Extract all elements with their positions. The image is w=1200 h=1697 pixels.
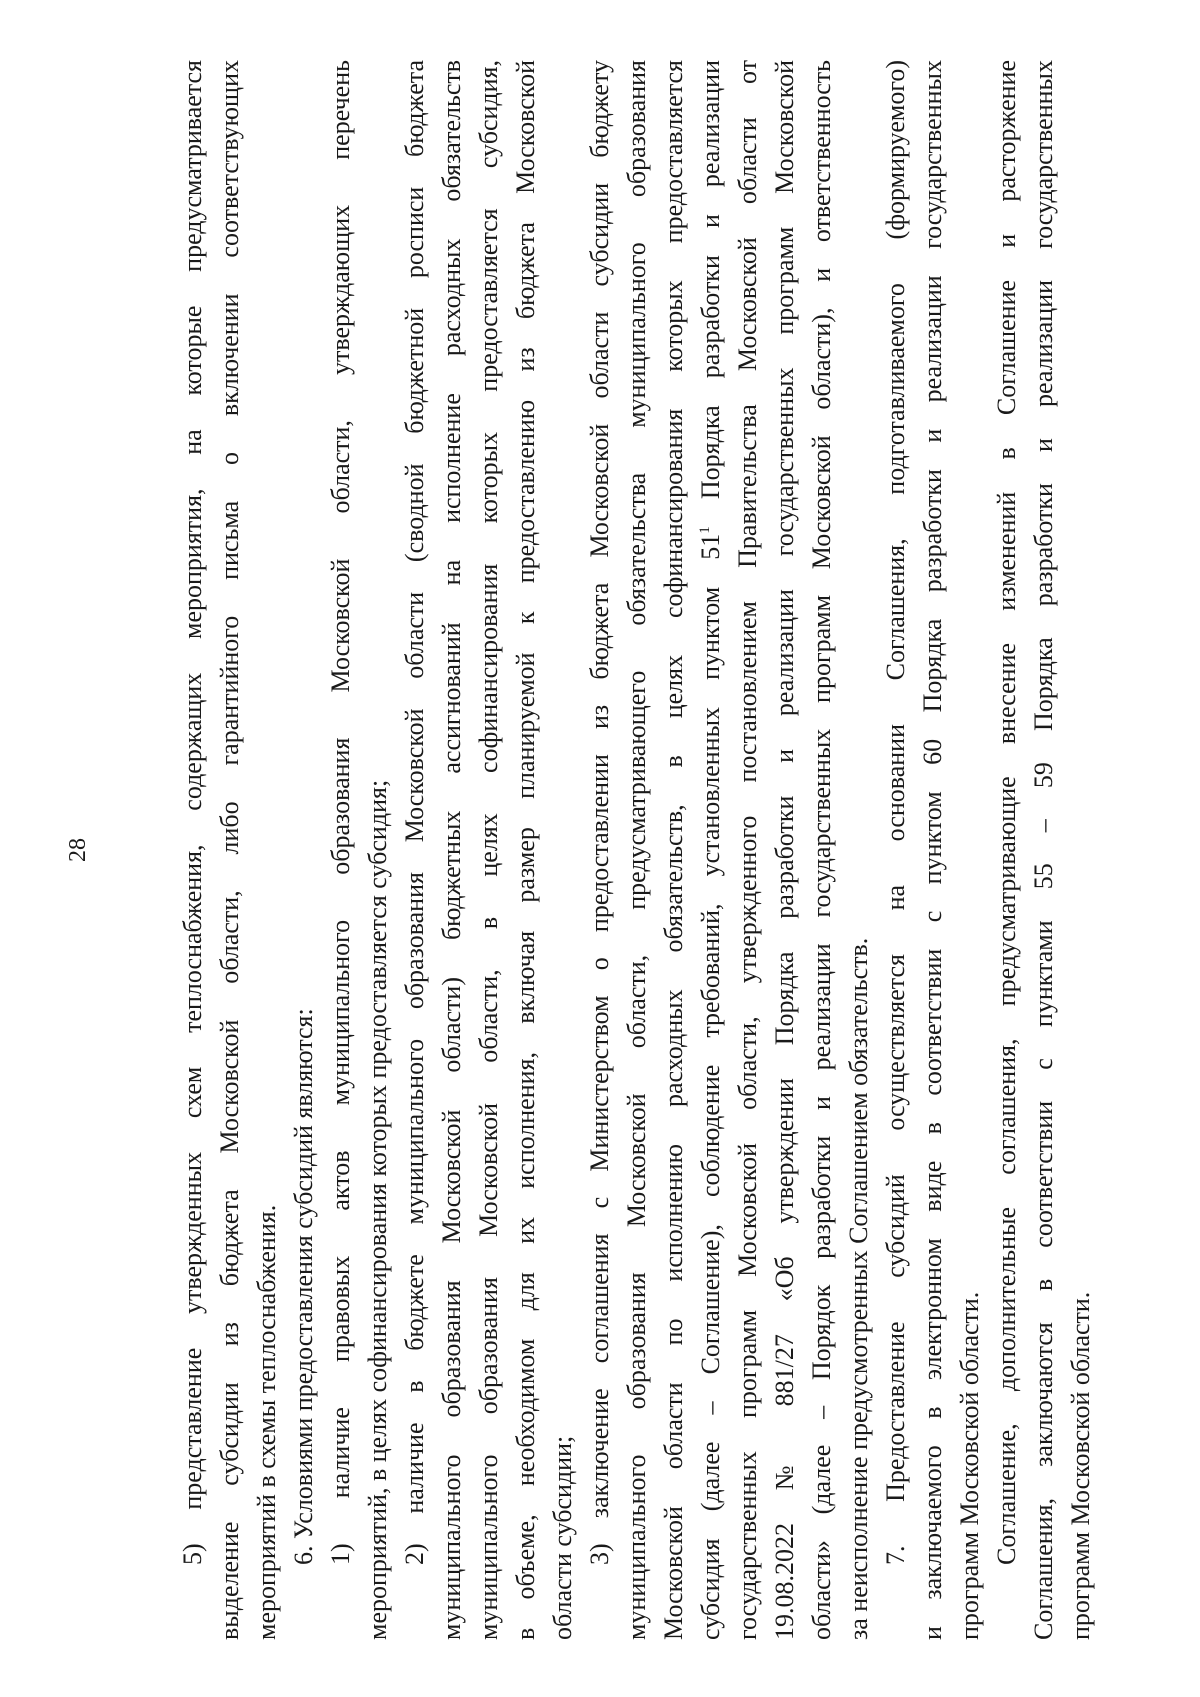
text-line: муниципального образования Московской области) бюджетных ассигнований на исполнение расходных обязательств bbox=[437, 60, 466, 1640]
text-fragment: Порядка разработки и реализации bbox=[696, 60, 725, 500]
text-line: 7. Предоставление субсидий осуществляется на основании Соглашения, подготавливаемого (формируемого) bbox=[881, 60, 910, 1565]
text-line: программ Московской области. bbox=[1066, 1291, 1095, 1640]
text-line: Соглашения, заключаются в соответствии с пунктами 55 – 59 Порядка разработки и реализации государственных bbox=[1029, 60, 1058, 1640]
text-line: 2) наличие в бюджете муниципального образования Московской области (сводной бюджетной росписи бюджета bbox=[400, 60, 429, 1565]
text-line: в объеме, необходимом для их исполнения, включая размер планируемой к предоставлению из бюджета Московской bbox=[511, 60, 540, 1640]
text-line: 19.08.2022 № 881/27 «Об утверждении Порядка разработки и реализации государственных программ Московской bbox=[770, 60, 799, 1640]
text-line: выделение субсидии из бюджета Московской области, либо гарантийного письма о включении соответствующих bbox=[215, 60, 244, 1640]
text-line: Соглашение, дополнительные соглашения, предусматривающие внесение изменений в Соглашение и расторжение bbox=[992, 60, 1021, 1565]
text-line: за неисполнение предусмотренных Соглашением обязательств. bbox=[844, 937, 873, 1640]
text-line: 6. Условиями предоставления субсидий являются: bbox=[289, 1008, 318, 1565]
text-line: области» (далее – Порядок разработки и реализации государственных программ Московской области), и ответственность bbox=[807, 60, 836, 1640]
text-line: 5) представление утвержденных схем теплоснабжения, содержащих мероприятия, на которые предусматривается bbox=[178, 60, 207, 1565]
text-line: программ Московской области. bbox=[955, 1291, 984, 1640]
text-line: Московской области по исполнению расходных обязательств, в целях софинансирования которых предоставляется bbox=[659, 60, 688, 1640]
text-line: муниципального образования Московской области, в целях софинансирования которых предоставляется субсидия, bbox=[474, 60, 503, 1640]
text-line: муниципального образования Московской области, предусматривающего обязательства муниципального образования bbox=[622, 60, 651, 1640]
text-line: мероприятий в схемы теплоснабжения. bbox=[252, 1204, 281, 1640]
text-fragment: субсидия (далее – Соглашение), соблюдение требований, установленных пунктом 51 bbox=[696, 533, 725, 1640]
text-line bbox=[693, 60, 729, 1640]
text-line: мероприятий, в целях софинансирования которых предоставляется субсидия; bbox=[363, 779, 392, 1640]
text-line: области субсидии; bbox=[548, 1435, 577, 1640]
text-line: 3) заключение соглашения с Министерством о предоставлении из бюджета Московской области субсидии бюджету bbox=[585, 60, 614, 1565]
text-line: и заключаемого в электронном виде в соответствии с пунктом 60 Порядка разработки и реализации государственных bbox=[918, 60, 947, 1640]
text-line: 1) наличие правовых актов муниципального образования Московской области, утверждающих перечень bbox=[326, 60, 355, 1565]
superscript: 1 bbox=[697, 526, 713, 534]
text-line: государственных программ Московской области, утвержденного постановлением Правительства Московской области от bbox=[733, 60, 762, 1640]
rotated-content bbox=[65, 60, 1135, 1640]
page-number: 28 bbox=[65, 838, 91, 862]
